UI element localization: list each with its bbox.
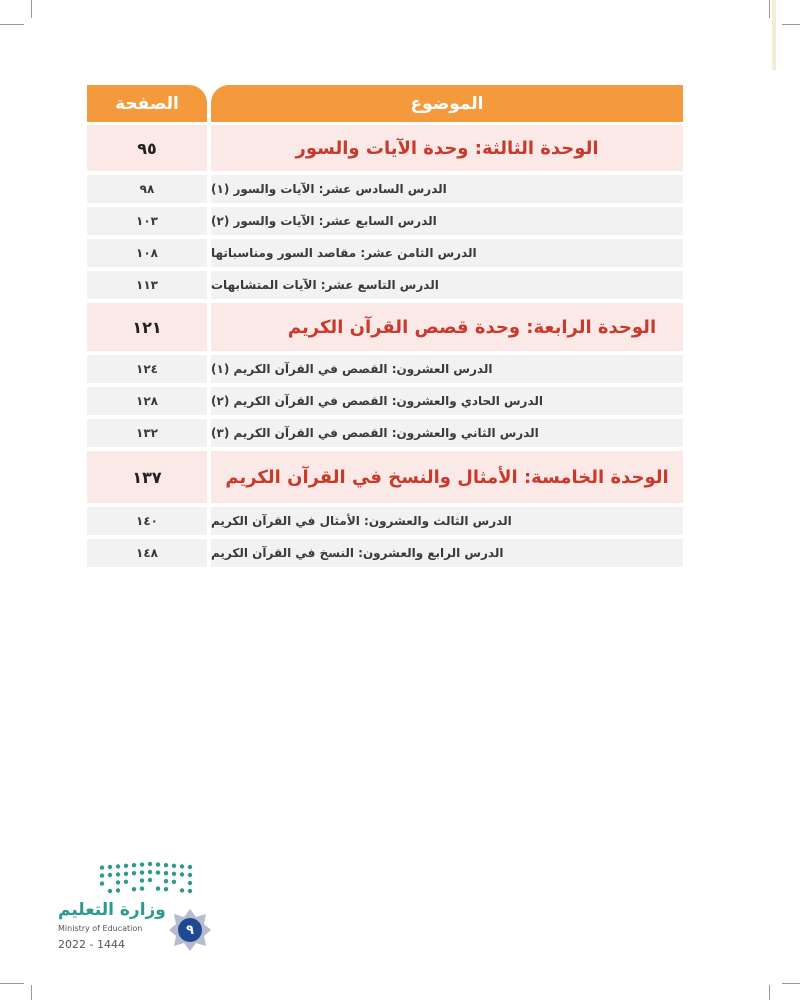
lesson-title: الدرس التاسع عشر: الآيات المتشابهات: [211, 271, 683, 299]
lesson-row: [87, 355, 683, 383]
page-cell: ١٣٧: [87, 451, 207, 503]
ministry-name-english: Ministry of Education: [58, 924, 143, 933]
page-cell: ١١٣: [87, 271, 207, 299]
ministry-logo: [52, 860, 202, 960]
crop-mark-top-right-v: [769, 0, 770, 18]
page-cell: ١٠٣: [87, 207, 207, 235]
lesson-title: الدرس الثالث والعشرون: الأمثال في القرآن الكريم: [211, 507, 683, 535]
toc-header: [87, 85, 683, 122]
unit-title: الوحدة الرابعة: وحدة قصص القرآن الكريم: [211, 303, 683, 351]
ministry-name-arabic: وزارة التعليم: [58, 900, 166, 920]
lesson-title: الدرس الرابع والعشرون: النسخ في القرآن الكريم: [211, 539, 683, 567]
unit-row: [87, 125, 683, 171]
lesson-row: [87, 175, 683, 203]
lesson-row: [87, 507, 683, 535]
unit-row: [87, 303, 683, 351]
lesson-row: [87, 207, 683, 235]
toc-rows: [87, 125, 683, 567]
lesson-title: الدرس الثامن عشر: مقاصد السور ومناسباتها: [211, 239, 683, 267]
logo-dots-icon: [98, 860, 194, 896]
page-cell: ١٢٨: [87, 387, 207, 415]
page-cell: ٩٥: [87, 125, 207, 171]
topic-column-header: الموضوع: [211, 85, 683, 122]
edition-year: 2022 - 1444: [58, 938, 125, 951]
page-column-header: الصفحة: [87, 85, 207, 122]
crop-mark-bottom-right-v: [769, 985, 770, 1000]
crop-mark-top-left: [0, 24, 24, 25]
page-cell: ١٢١: [87, 303, 207, 351]
page-cell: ١٤٨: [87, 539, 207, 567]
lesson-row: [87, 387, 683, 415]
page-cell: ١٢٤: [87, 355, 207, 383]
lesson-title: الدرس الثاني والعشرون: القصص في القرآن الكريم (٣): [211, 419, 683, 447]
lesson-title: الدرس الحادي والعشرون: القصص في القرآن الكريم (٢): [211, 387, 683, 415]
lesson-title: الدرس العشرون: القصص في القرآن الكريم (١): [211, 355, 683, 383]
page-number: ٩: [186, 922, 194, 938]
unit-title: الوحدة الخامسة: الأمثال والنسخ في القرآن الكريم: [211, 451, 683, 503]
lesson-row: [87, 419, 683, 447]
unit-title: الوحدة الثالثة: وحدة الآيات والسور: [211, 125, 683, 171]
lesson-title: الدرس السابع عشر: الآيات والسور (٢): [211, 207, 683, 235]
page-cell: ١٤٠: [87, 507, 207, 535]
crop-mark-bottom-left: [0, 983, 24, 984]
unit-row: [87, 451, 683, 503]
page-cell: ٩٨: [87, 175, 207, 203]
crop-mark-bottom-right: [782, 983, 800, 984]
crop-mark-bottom-left-v: [31, 985, 32, 1000]
page-cell: ١٣٢: [87, 419, 207, 447]
lesson-row: [87, 539, 683, 567]
crop-mark-top-right: [782, 24, 800, 25]
lesson-row: [87, 271, 683, 299]
lesson-title: الدرس السادس عشر: الآيات والسور (١): [211, 175, 683, 203]
page-edge: [772, 0, 776, 70]
lesson-row: [87, 239, 683, 267]
table-of-contents: [87, 85, 683, 571]
crop-mark-top-left-v: [31, 0, 32, 18]
page-cell: ١٠٨: [87, 239, 207, 267]
